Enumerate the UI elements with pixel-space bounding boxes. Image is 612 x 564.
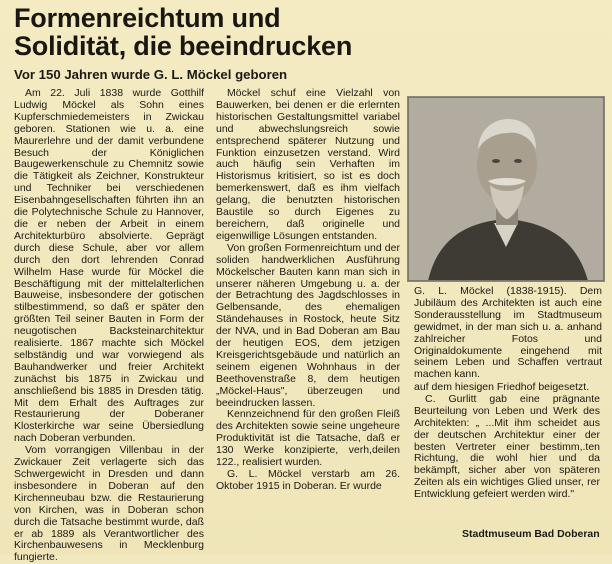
portrait-illustration (408, 97, 604, 281)
paragraph-gurlitt-quote: C. Gurlitt gab eine prägnante Beurteilung von Leben und Werk des Architekten: „ ...Mit ihm scheidet aus der deutschen Architektur einer der besten Vertreter einer bestimm,.ten Richtung, die wohl hier und da bekämpft, sicher aber von späteren Zeiten als ein wichtiges Glied unser, rer Entwicklung gefeiert werden wird." (414, 392, 600, 501)
article-column-2 (216, 88, 400, 493)
source-credit: Stadtmuseum Bad Doberan (462, 528, 600, 540)
subheadline: Vor 150 Jahren wurde G. L. Möckel geboren (14, 67, 288, 82)
paragraph-burial: auf dem hiesigen Friedhof beigesetzt. (414, 381, 590, 393)
paragraph-vielzahl: Möckel schuf eine Vielzahl von Bauwerken, bei denen er die erlernten historischen Gestaltungsmittel variabel und abwechslungsreich sowie entsprechend späterer Nutzung und Funktion einzusetzen verstand. Wird auch häufig sein Verhaften im Historismus kritisiert, so ist es doch bemerkenswert, daß es ihm vielfach gelang, die benutzten historischen Baustile so durch Eigenes zu bereichern, daß originelle und eigenwillige Lösungen entstanden. (216, 87, 400, 242)
headline-line-1: Formenreichtum und (14, 3, 281, 33)
paragraph-birth: Am 22. Juli 1838 wurde Gotthilf Ludwig Möckel als Sohn eines Kupferschmiedemeisters in Zwickau geboren. Stationen wie u. a. eine Maurerlehre und der damit verbundene Besuch der Königlichen Baugewerkenschule zu Chemnitz sowie die Tätigkeit als Zeichner, Konstrukteur und Techniker bei verschiedenen Eisenbahngesellschaften führten ihn an die Polytechnische Schule zu Hannover, die er neben der Arbeit in einem Architekturbüro absolvierte. Geprägt durch diese Schule, aber vor allem durch den dort lehrenden Conrad Wilhelm Hase wurde für Möckel die Beschäftigung mit der mittelalterlichen Bauweise, insbesondere der gotischen stilbestimmend, so daß er später den größten Teil seiner Bauten in Form der neugotischen Backsteinarchitektur realisierte. 1867 machte sich Möckel selbständig und war vorwiegend als Bauhandwerker und freier Architekt zunächst bis 1875 in Zwickau und anschließend bis 1885 in Dresden tätig. Mit dem Erhalt des Auftrages zur Restaurierung der Doberaner Klosterkirche war seine Übersiedlung nach Doberan verbunden. (14, 87, 204, 445)
paragraph-death: G. L. Möckel verstarb am 26. Oktober 1915 in Doberan. Er wurde (216, 468, 400, 492)
article-column-3 (414, 382, 600, 501)
paragraph-formenreichtum: Von großen Formenreichtum und der soliden handwerklichen Ausführung Möckelscher Bauten kann man sich in unserer näheren Umgebung u. a. der der Betrachtung des Jagdschlosses in Gelbensande, des ehemaligen Ständehauses in Rostock, heute Sitz der NVA, und in Bad Doberan am Bau der heutigen EOS, dem jetzigen Kreisgerichtsgebäude und natürlich an seinem eigenen Wohnhaus in der Beethovenstraße 8, dem heutigen „Möckel-Haus", überzeugen und beeindrucken lassen. (216, 241, 400, 409)
headline (14, 4, 434, 60)
article-column-1 (14, 88, 204, 564)
paragraph-villenbau: Vom vorrangigen Villenbau in der Zwickauer Zeit verlagerte sich das Schwergewicht in Dresden und dann insbesondere in Doberan auf den Kirchenneubau bzw. die Restaurierung von Kirchen, was in Doberan schon durch die Tatsache bestimmt wurde, daß er ab 1889 als Verantwortlicher des Kirchenbauwesens in Mecklenburg fungierte. (14, 444, 204, 564)
headline-line-2: Solidität, die beeindrucken (14, 31, 353, 61)
portrait-photo (407, 96, 605, 282)
caption-text: G. L. Möckel (1838-1915). Dem Jubiläum des Architekten ist auch eine Sonderausstellung im Stadtmuseum gewidmet, in der man sich u. a. anhand zahlreicher Fotos und Originaldokumente eingehend mit seinem Leben und Schaffen vertraut machen kann. (414, 285, 602, 381)
photo-caption (414, 286, 602, 381)
paragraph-fleiss: Kennzeichnend für den großen Fleiß des Architekten sowie seine ungeheure Produktivität ist die Tatsache, daß er 130 Werke konzipierte, verh,deilen 122., realisiert wurden. (216, 408, 400, 469)
